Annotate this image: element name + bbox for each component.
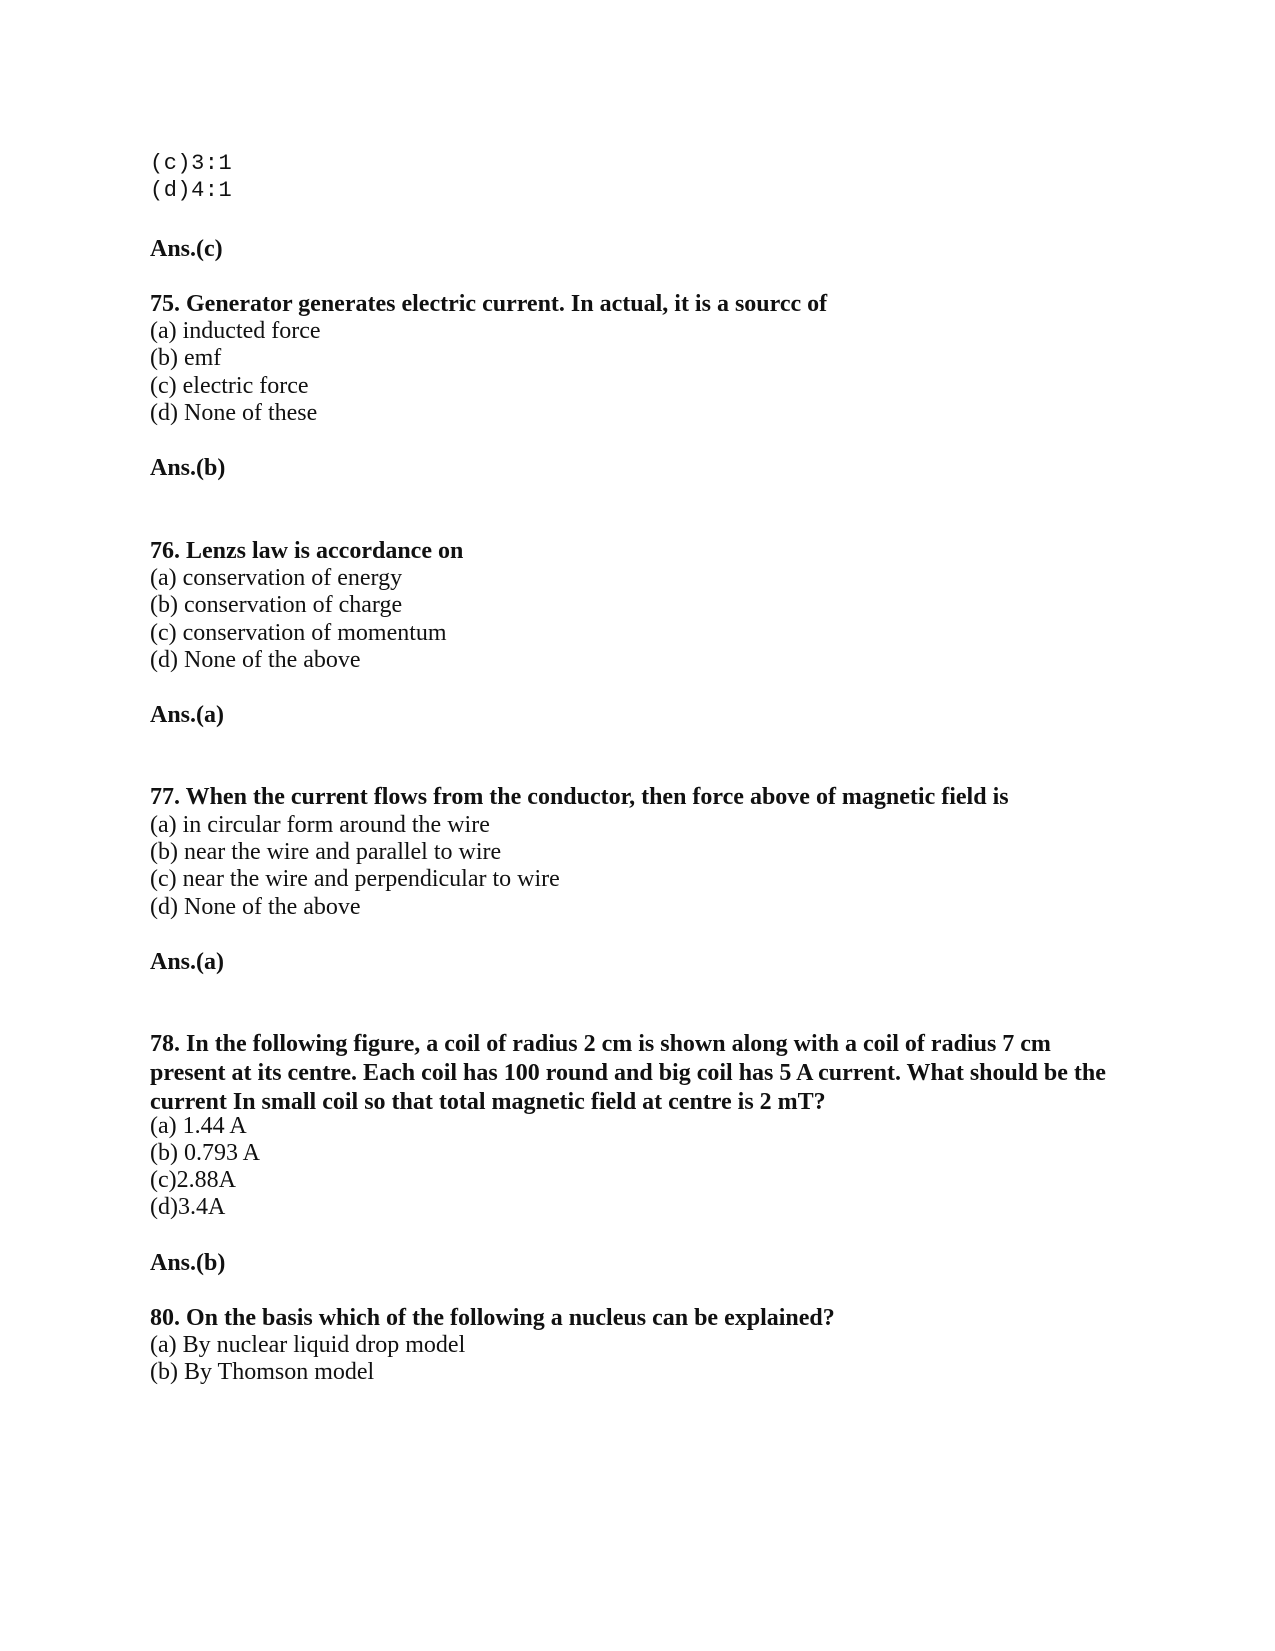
q77-option-d: (d) None of the above bbox=[150, 894, 361, 920]
prev-answer: Ans.(c) bbox=[150, 236, 223, 262]
q77-option-a: (a) in circular form around the wire bbox=[150, 812, 490, 838]
q75-option-c: (c) electric force bbox=[150, 373, 309, 399]
q77-question: 77. When the current flows from the conductor, then force above of magnetic field is bbox=[150, 784, 1009, 810]
q76-option-a: (a) conservation of energy bbox=[150, 565, 403, 591]
q76-option-d: (d) None of the above bbox=[150, 647, 361, 673]
q80-question: 80. On the basis which of the following a nucleus can be explained? bbox=[150, 1305, 835, 1331]
q75-answer: Ans.(b) bbox=[150, 455, 226, 481]
q77-option-c: (c) near the wire and perpendicular to wire bbox=[150, 866, 560, 892]
q76-answer: Ans.(a) bbox=[150, 702, 225, 728]
q77-option-b: (b) near the wire and parallel to wire bbox=[150, 839, 502, 865]
q75-option-a: (a) inducted force bbox=[150, 318, 321, 344]
q75-option-b: (b) emf bbox=[150, 345, 222, 371]
q76-option-c: (c) conservation of momentum bbox=[150, 620, 447, 646]
q77-answer: Ans.(a) bbox=[150, 949, 225, 975]
q78-option-a: (a) 1.44 A bbox=[150, 1113, 247, 1139]
q78-option-d: (d)3.4A bbox=[150, 1194, 226, 1220]
q78-option-c: (c)2.88A bbox=[150, 1167, 236, 1193]
q76-option-b: (b) conservation of charge bbox=[150, 592, 403, 618]
prev-option-c: (c)3:1 bbox=[150, 151, 233, 176]
q78-answer: Ans.(b) bbox=[150, 1250, 226, 1276]
q75-question: 75. Generator generates electric current. In actual, it is a sourcc of bbox=[150, 291, 828, 317]
q78-question: 78. In the following figure, a coil of radius 2 cm is shown along with a coil of radius 7 cm present at its centre. Each coil has 100 round and big coil has 5 A current. What should be the current In small coil so that total magnetic field at centre is 2 mT? bbox=[150, 1031, 1106, 1115]
q76-question: 76. Lenzs law is accordance on bbox=[150, 538, 464, 564]
q78-option-b: (b) 0.793 A bbox=[150, 1140, 260, 1166]
q80-option-a: (a) By nuclear liquid drop model bbox=[150, 1332, 466, 1358]
q80-option-b: (b) By Thomson model bbox=[150, 1359, 375, 1385]
prev-option-d: (d)4:1 bbox=[150, 178, 233, 203]
q75-option-d: (d) None of these bbox=[150, 400, 318, 426]
